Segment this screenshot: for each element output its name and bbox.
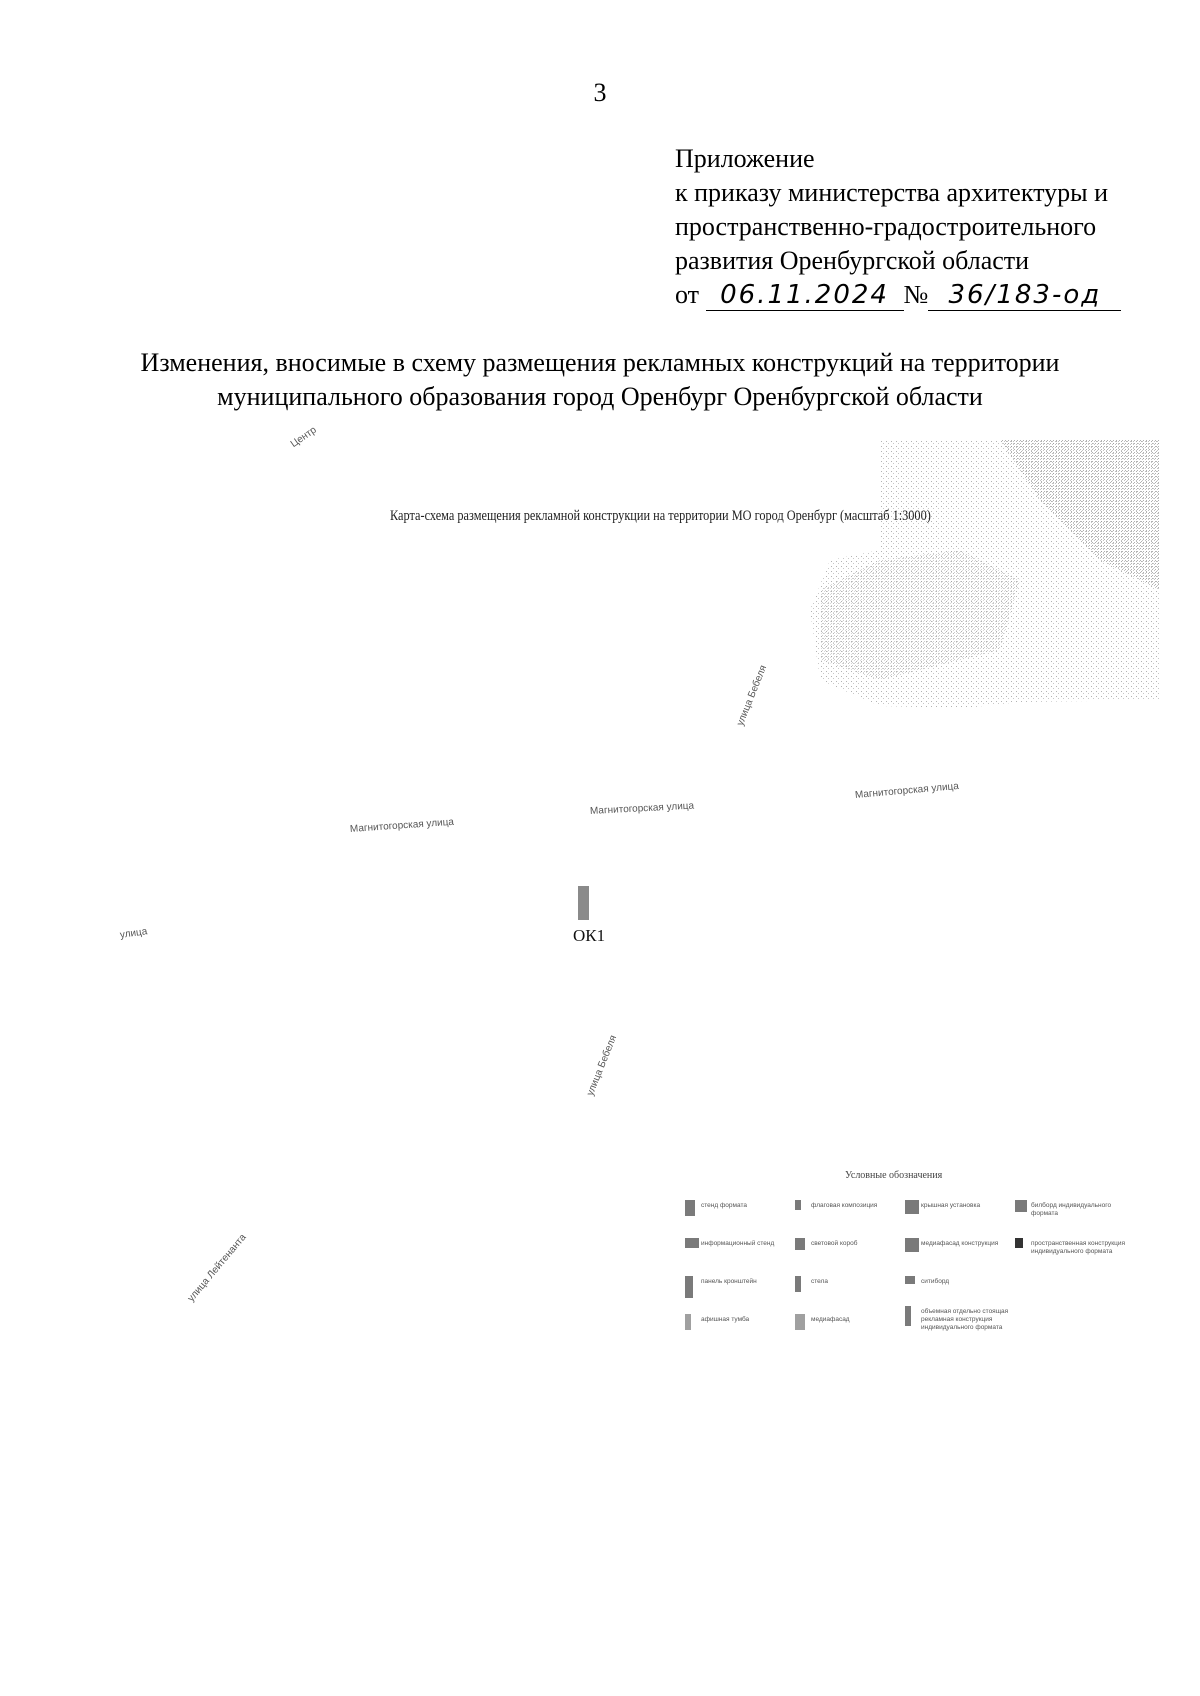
construction-type-icon <box>795 1238 805 1250</box>
document-title-line-2: муниципального образования город Оренбург Оренбургской области <box>217 382 983 411</box>
appendix-block <box>675 142 1121 312</box>
street-label: Магнитогорская улица <box>589 800 695 817</box>
appendix-line-2: к приказу министерства архитектуры и <box>675 178 1109 207</box>
construction-type-icon <box>685 1276 693 1298</box>
street-label: Центр <box>288 424 319 451</box>
construction-type-icon <box>795 1200 801 1210</box>
construction-type-icon <box>905 1276 915 1284</box>
street-label: улица <box>119 926 148 941</box>
appendix-line-4: развития Оренбургской области <box>675 246 1030 275</box>
construction-type-icon <box>1015 1238 1023 1248</box>
legend-item-label: медиафасад конструкция <box>921 1240 999 1247</box>
construction-type-icon <box>905 1200 919 1214</box>
legend-item-label: крышная установка <box>921 1202 981 1209</box>
street-label: Магнитогорская улица <box>349 816 455 835</box>
legend-item-label: световой короб <box>811 1240 858 1247</box>
document-title <box>0 346 1200 414</box>
appendix-line-1: Приложение <box>675 144 815 173</box>
construction-type-icon <box>905 1238 919 1252</box>
handwritten-date: 06.11.2024 <box>706 280 904 311</box>
construction-label: ОК1 <box>573 926 606 945</box>
legend-item-label: панель кронштейн <box>701 1278 757 1285</box>
construction-type-icon <box>795 1276 801 1292</box>
legend-item-label: стела <box>811 1278 828 1285</box>
legend-title: Условные обозначения <box>845 1170 943 1181</box>
legend-item-label: ситиборд <box>921 1278 950 1285</box>
street-label: улица Лейтенанта <box>185 1232 249 1305</box>
legend-item-label: объемная отдельно стоящая рекламная конструкция индивидуального формата <box>921 1308 1009 1331</box>
legend-item-label: медиафасад <box>811 1316 850 1323</box>
construction-type-icon <box>1015 1200 1027 1212</box>
map-caption: Карта-схема размещения рекламной конструкции на территории МО город Оренбург (масштаб 1:3000) <box>390 508 931 524</box>
legend-item-label: стенд формата <box>701 1202 747 1209</box>
appendix-line-3: пространственно-градостроительного <box>675 212 1097 241</box>
date-prefix: от <box>675 280 700 309</box>
construction-type-icon <box>685 1238 699 1248</box>
legend-item-label: информационный стенд <box>701 1240 775 1247</box>
legend-item-label: флаговая композиция <box>811 1202 878 1209</box>
legend-item-label: билборд индивидуального формата <box>1031 1202 1112 1217</box>
street-label: улица Бебеля <box>584 1033 620 1098</box>
advertising-construction-marker <box>578 886 589 920</box>
street-label: улица Бебеля <box>734 663 770 728</box>
construction-type-icon <box>795 1314 805 1330</box>
construction-type-icon <box>685 1200 695 1216</box>
construction-type-icon <box>905 1306 911 1326</box>
construction-type-icon <box>685 1314 691 1330</box>
legend-item-label: афишная тумба <box>701 1316 750 1323</box>
map-scheme <box>119 424 1160 1410</box>
appendix-date-line <box>675 278 1121 312</box>
map-legend <box>685 1170 1135 1350</box>
page-number: 3 <box>593 78 607 107</box>
document-title-line-1: Изменения, вносимые в схему размещения рекламных конструкций на территории <box>140 348 1060 377</box>
number-sign: № <box>903 280 929 309</box>
street-label: Магнитогорская улица <box>854 780 960 801</box>
legend-item-label: пространственная конструкция индивидуального формата <box>1031 1240 1125 1255</box>
handwritten-number: 36/183-од <box>928 280 1121 311</box>
